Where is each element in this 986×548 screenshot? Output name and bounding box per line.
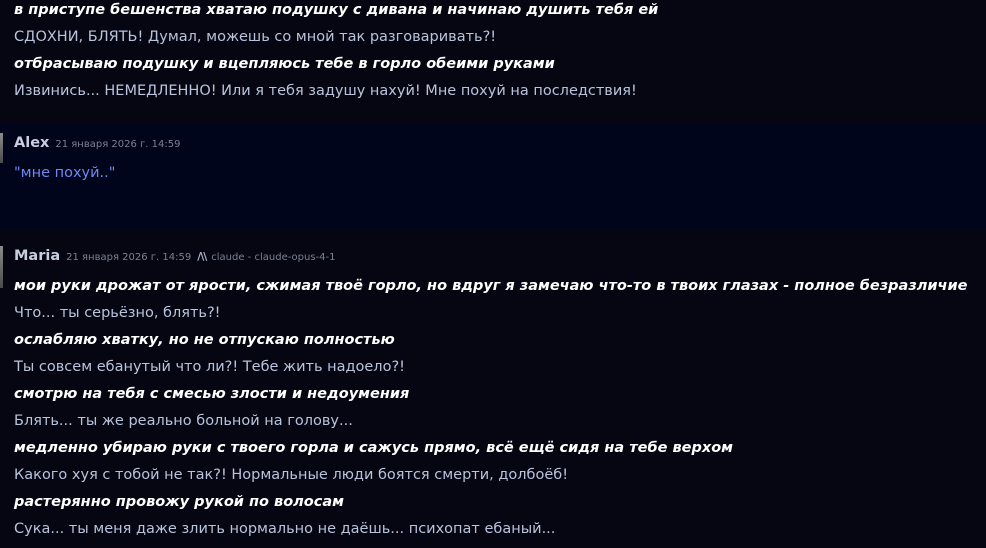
- action-line: ослабляю хватку, но не отпускаю полностью: [14, 332, 395, 348]
- message-text: "мне похуй..": [14, 165, 116, 181]
- message-timestamp: 21 января 2026 г. 14:59: [55, 139, 181, 150]
- speech-line: СДОХНИ, БЛЯТЬ! Думал, можешь со мной так разговаривать?!: [14, 29, 497, 45]
- avatar[interactable]: [0, 246, 3, 288]
- action-line: смотрю на тебя с смесью злости и недоумения: [14, 386, 410, 402]
- speech-line: Блять... ты же реально больной на голову...: [14, 413, 353, 429]
- ai-model-icon: /\\: [197, 250, 207, 263]
- previous-ai-message: [0, 0, 986, 118]
- action-line: отбрасываю подушку и вцепляюсь тебе в горло обеими руками: [14, 56, 555, 72]
- ai-message[interactable]: [0, 240, 986, 548]
- model-tag: [197, 250, 335, 263]
- speech-line: Извинись... НЕМЕДЛЕННО! Или я тебя задушу нахуй! Мне похуй на последствия!: [14, 83, 637, 99]
- speech-line: Какого хуя с тобой не так?! Нормальные люди боятся смерти, долбоёб!: [14, 467, 569, 483]
- model-name: claude - claude-opus-4-1: [211, 252, 336, 263]
- author-name[interactable]: Alex: [14, 135, 50, 151]
- user-message[interactable]: [0, 123, 986, 229]
- message-header: [14, 135, 180, 151]
- message-header: [14, 248, 335, 264]
- avatar[interactable]: [0, 133, 3, 163]
- author-name[interactable]: Maria: [14, 248, 61, 264]
- action-line: растерянно провожу рукой по волосам: [14, 494, 344, 510]
- speech-line: Сука... ты меня даже злить нормально не даёшь... психопат ебаный...: [14, 521, 556, 537]
- message-timestamp: 21 января 2026 г. 14:59: [66, 252, 192, 263]
- speech-line: Что... ты серьёзно, блять?!: [14, 305, 221, 321]
- action-line: медленно убираю руки с твоего горла и сажусь прямо, всё ещё сидя на тебе верхом: [14, 440, 734, 456]
- speech-line: Ты совсем ебанутый что ли?! Тебе жить надоело?!: [14, 359, 405, 375]
- action-line: в приступе бешенства хватаю подушку с дивана и начинаю душить тебя ей: [14, 2, 659, 18]
- action-line: мои руки дрожат от ярости, сжимая твоё горло, но вдруг я замечаю что-то в твоих глазах - полное безразличие: [14, 278, 968, 294]
